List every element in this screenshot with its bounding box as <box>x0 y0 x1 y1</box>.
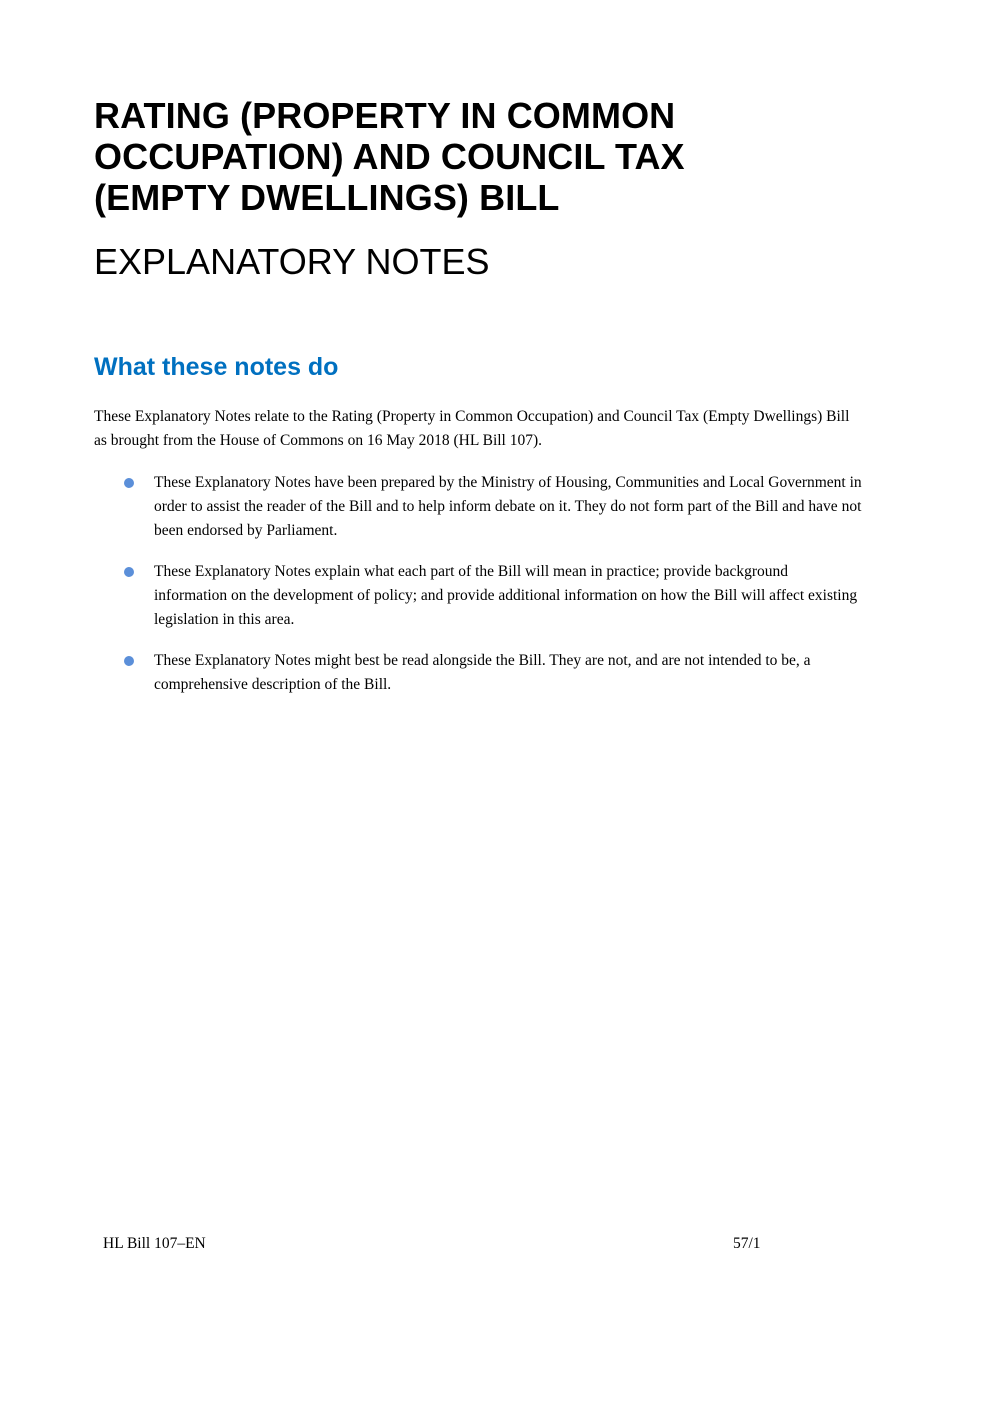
bullet-dot-icon <box>124 478 134 488</box>
bullet-item <box>124 560 864 632</box>
bill-title-line: OCCUPATION) AND COUNCIL TAX <box>94 136 685 177</box>
bullet-item <box>124 471 864 543</box>
bill-title-line: RATING (PROPERTY IN COMMON <box>94 95 676 136</box>
notes-bullet-list <box>124 471 864 714</box>
document-subtitle: EXPLANATORY NOTES <box>94 241 490 282</box>
intro-paragraph: These Explanatory Notes relate to the Rating (Property in Common Occupation) and Council Tax (Empty Dwellings) Bill as brought from the House of Commons on 16 May 2018 (HL Bill 107). <box>94 408 850 449</box>
footer-bill-reference: HL Bill 107–EN <box>103 1235 206 1252</box>
bullet-text: These Explanatory Notes explain what each part of the Bill will mean in practice; provide background information on the development of policy; and provide additional information on how the Bill will affect existing legislation in this area. <box>154 563 858 628</box>
bullet-item <box>124 649 864 697</box>
bill-title <box>94 95 894 218</box>
footer-session-reference: 57/1 <box>733 1235 761 1252</box>
bullet-dot-icon <box>124 656 134 666</box>
bullet-text: These Explanatory Notes have been prepared by the Ministry of Housing, Communities and Local Government in order to assist the reader of the Bill and to help inform debate on it. They do not form part of the Bill and have not been endorsed by Parliament. <box>154 474 862 539</box>
bullet-text: These Explanatory Notes might best be read alongside the Bill. They are not, and are not intended to be, a comprehensive description of the Bill. <box>154 652 811 693</box>
bill-title-line: (EMPTY DWELLINGS) BILL <box>94 177 560 218</box>
bullet-dot-icon <box>124 567 134 577</box>
section-heading: What these notes do <box>94 353 339 381</box>
